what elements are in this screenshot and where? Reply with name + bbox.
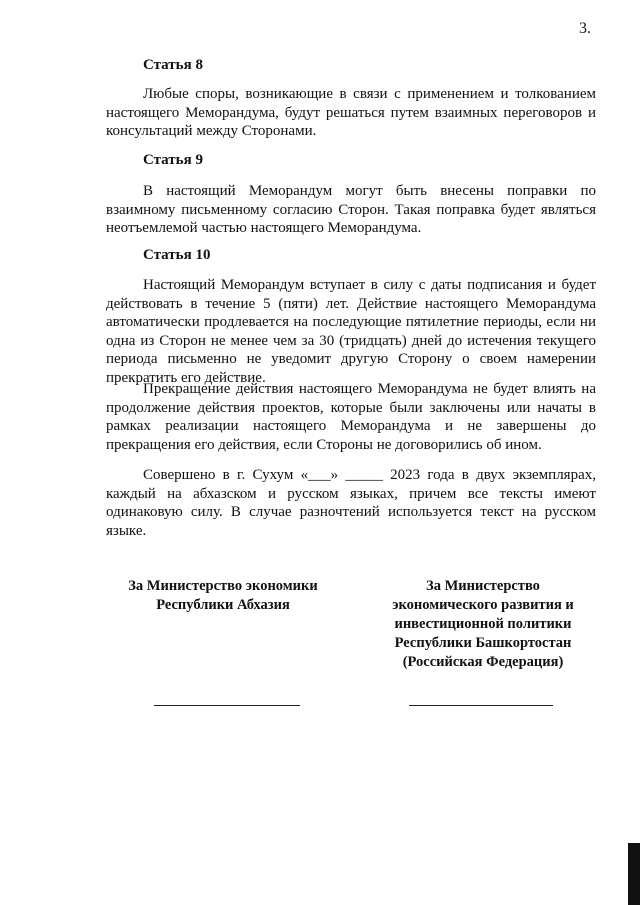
signature-line-right (409, 705, 553, 706)
article-10-paragraph-2: Прекращение действия настоящего Меморандума не будет влиять на продолжение действия проектов, которые были заключены или начаты в рамках реализации настоящего Меморандума и не завершены до прекращения его действия, если Стороны не договорились об ином. (106, 381, 596, 453)
article-8-title: Статья 8 (143, 57, 203, 73)
signatory-left (108, 577, 338, 615)
signatory-right-line-1: За Министерство (426, 578, 540, 594)
article-10-paragraph-1: Настоящий Меморандум вступает в силу с даты подписания и будет действовать в течение 5 (пяти) лет. Действие настоящего Меморандума автоматически продлевается на последующие пятилетние периоды, если ни одна из Сторон не менее чем за 30 (тридцать) дней до истечения текущего периода письменно не уведомит другую Сторону о своем намерении прекратить его действие. (106, 277, 596, 386)
signatory-right-line-2: экономического развития и (392, 597, 574, 613)
signatory-right (372, 577, 594, 672)
article-9-title: Статья 9 (143, 152, 203, 168)
signatory-right-line-5: (Российская Федерация) (402, 654, 564, 670)
closing-paragraph: Совершено в г. Сухум «___» _____ 2023 года в двух экземплярах, каждый на абхазском и русском языках, причем все тексты имеют одинаковую силу. В случае разночтений используется текст на русском языке. (106, 467, 596, 539)
article-9-paragraph: В настоящий Меморандум могут быть внесены поправки по взаимному письменному согласию Сторон. Такая поправка будет являться неотъемлемой частью настоящего Меморандума. (106, 183, 596, 237)
signatory-left-line-2: Республики Абхазия (156, 597, 290, 613)
scan-edge-mark (628, 843, 640, 905)
article-8-paragraph: Любые споры, возникающие в связи с применением и толкованием настоящего Меморандума, будут решаться путем взаимных переговоров и консультаций между Сторонами. (106, 86, 596, 140)
article-10-title: Статья 10 (143, 247, 211, 263)
signatory-right-line-4: Республики Башкортостан (394, 635, 572, 651)
page-number: 3. (579, 20, 591, 37)
signatory-right-line-3: инвестиционной политики (394, 616, 572, 632)
signatory-left-line-1: За Министерство экономики (128, 578, 318, 594)
signature-line-left (154, 705, 300, 706)
